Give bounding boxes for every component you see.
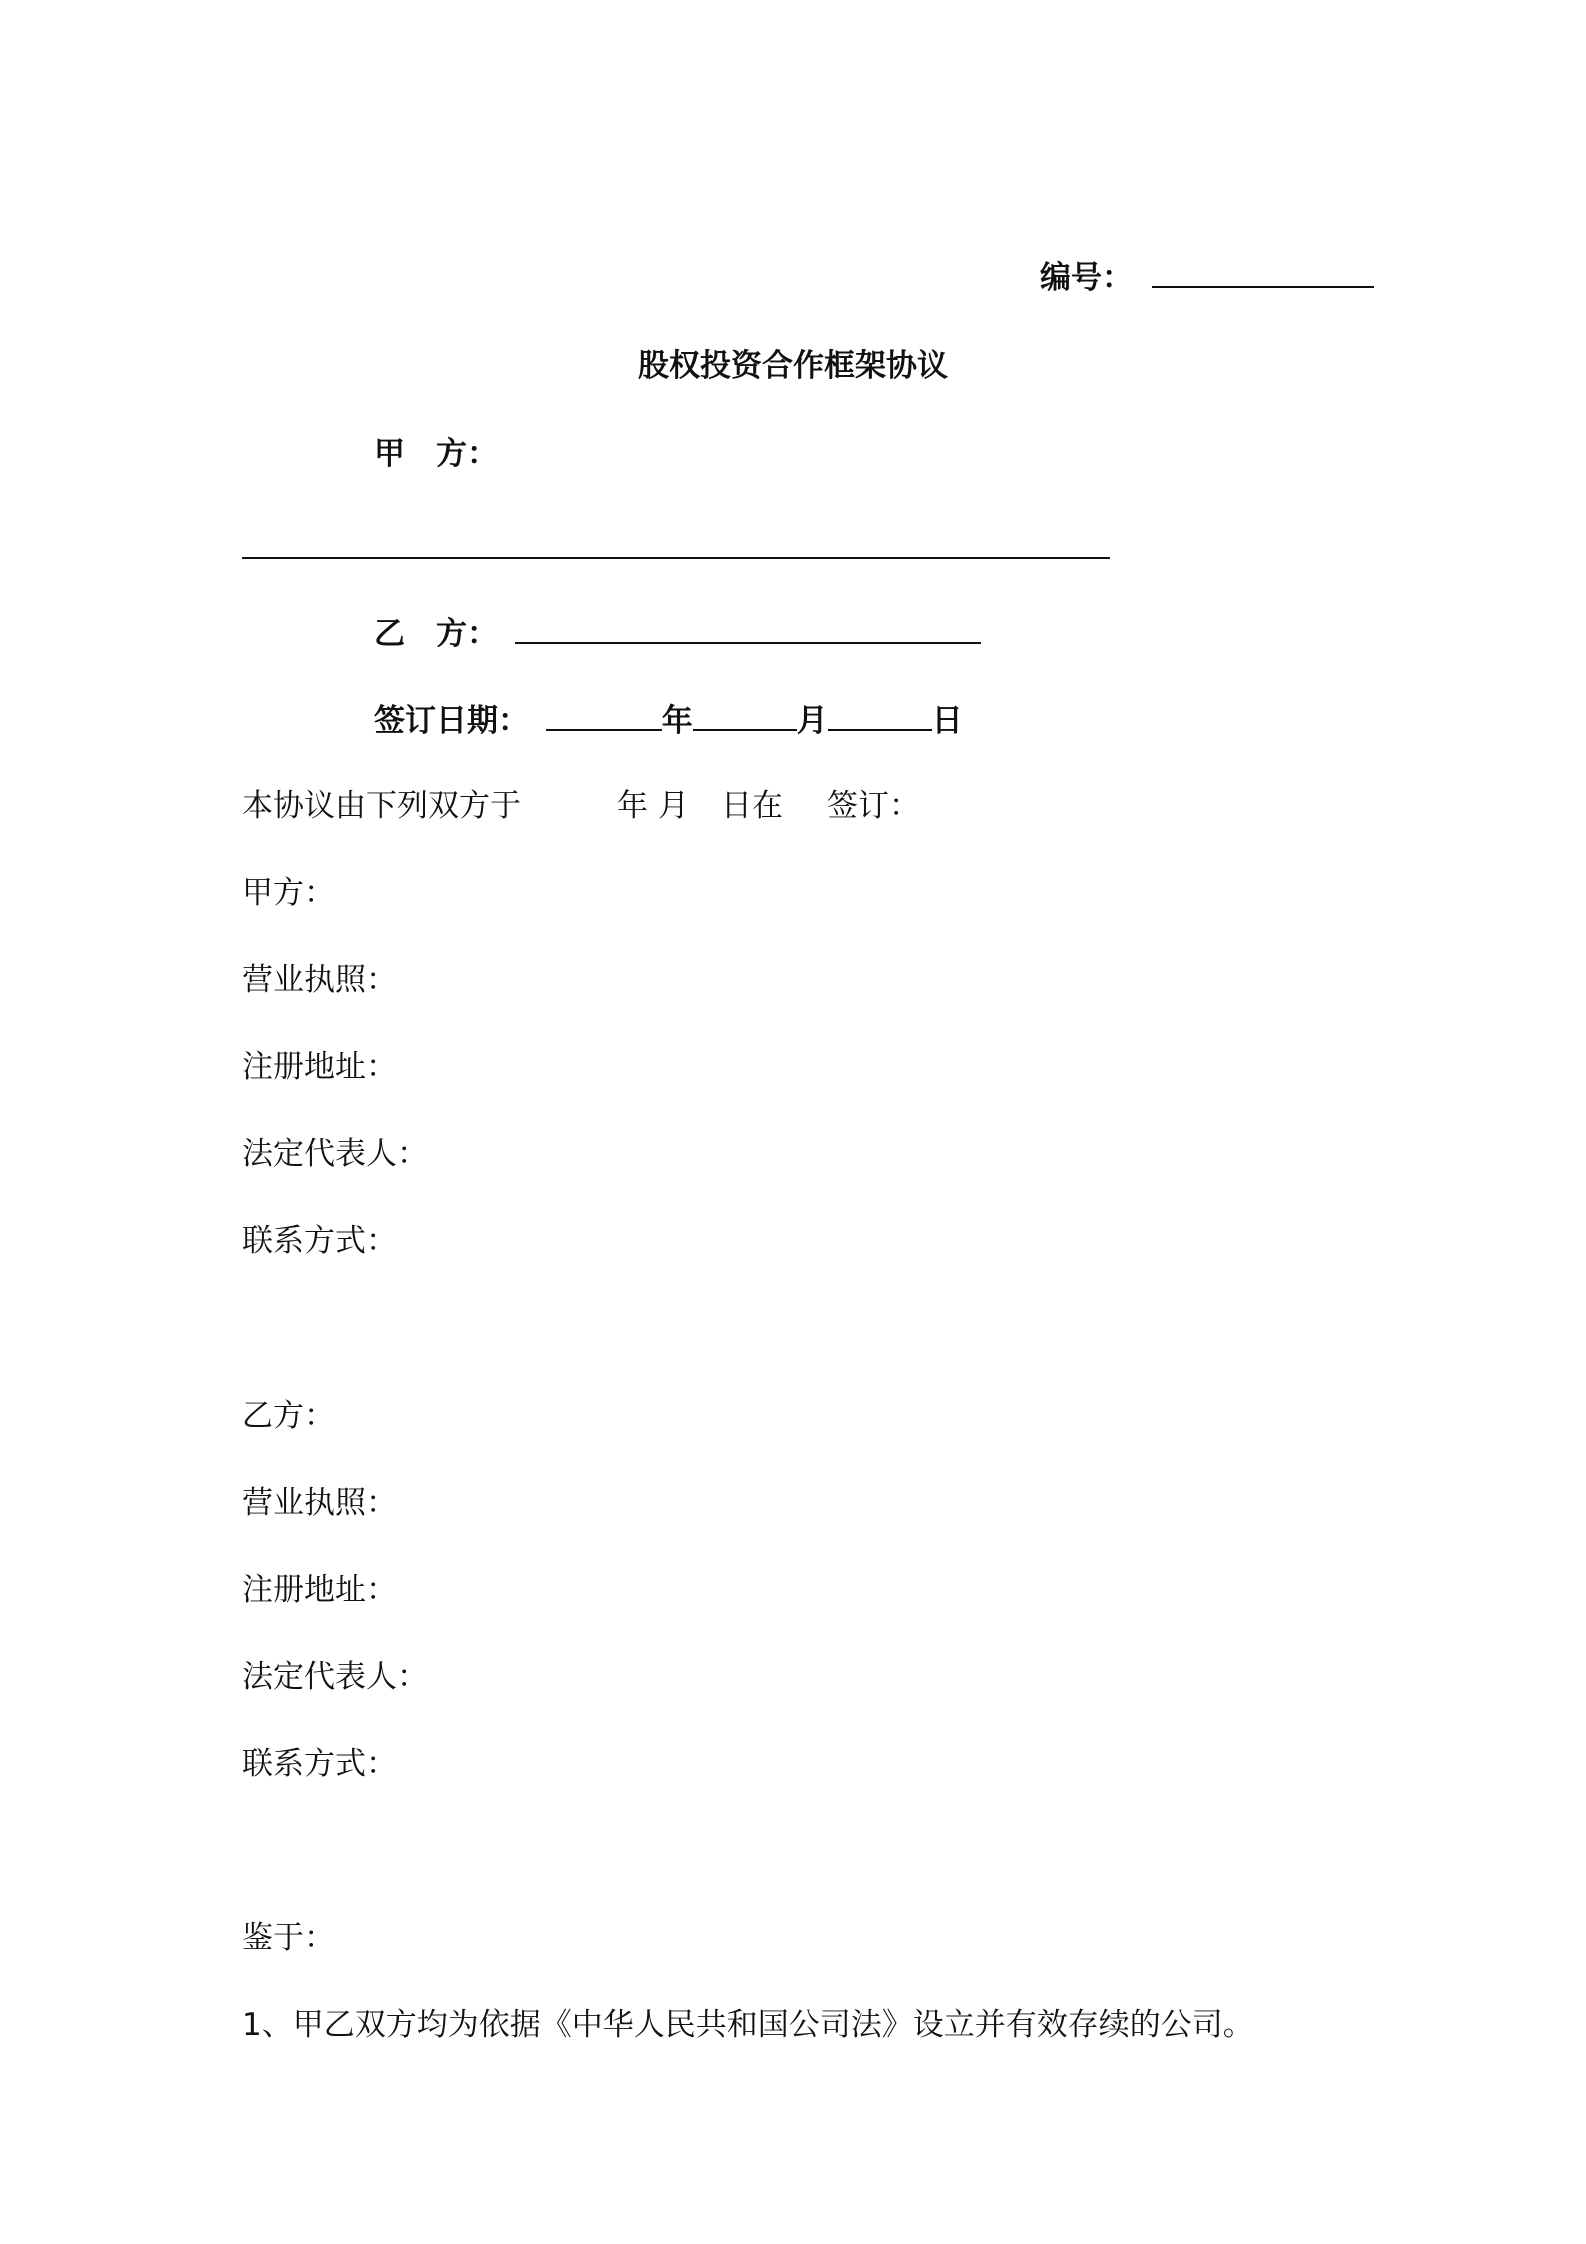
party-a-legal-rep: 法定代表人：	[242, 1136, 428, 1172]
cover-party-b-label: 乙 方：	[374, 616, 498, 652]
number-label: 编号：	[1040, 260, 1133, 296]
party-b-legal-rep: 法定代表人：	[242, 1659, 428, 1695]
cover-sign-date	[374, 701, 963, 741]
sign-day-label: 日	[931, 703, 963, 739]
sign-year-blank	[546, 703, 662, 731]
party-a-heading: 甲方：	[242, 875, 335, 911]
intro-part1: 本协议由下列双方于	[242, 788, 521, 824]
intro-year: 年	[617, 788, 648, 824]
sign-year-label: 年	[661, 703, 693, 739]
document-title: 股权投资合作框架协议	[638, 348, 948, 384]
number-blank	[1152, 260, 1374, 288]
party-a-license: 营业执照：	[242, 962, 397, 998]
party-b-heading: 乙方：	[242, 1398, 335, 1434]
cover-party-b-blank	[515, 616, 981, 644]
document-number	[1040, 258, 1374, 298]
party-b-contact: 联系方式：	[242, 1746, 397, 1782]
party-b-license: 营业执照：	[242, 1485, 397, 1521]
cover-party-b	[374, 614, 981, 654]
sign-day-blank	[828, 703, 932, 731]
whereas-clause-1: 1、甲乙双方均为依据《中华人民共和国公司法》设立并有效存续的公司。	[242, 2007, 1254, 2043]
intro-sentence	[242, 786, 920, 826]
intro-day-at: 日在	[721, 788, 783, 824]
party-a-contact: 联系方式：	[242, 1223, 397, 1259]
cover-party-a-label: 甲 方：	[374, 436, 498, 472]
intro-month: 月	[658, 788, 689, 824]
intro-signed: 签订：	[827, 788, 920, 824]
party-b-address: 注册地址：	[242, 1572, 397, 1608]
sign-date-label: 签订日期：	[374, 703, 529, 739]
sign-month-blank	[693, 703, 797, 731]
whereas-heading: 鉴于：	[242, 1920, 335, 1956]
party-a-address: 注册地址：	[242, 1049, 397, 1085]
sign-month-label: 月	[796, 703, 828, 739]
cover-party-a-blank	[242, 557, 1110, 559]
